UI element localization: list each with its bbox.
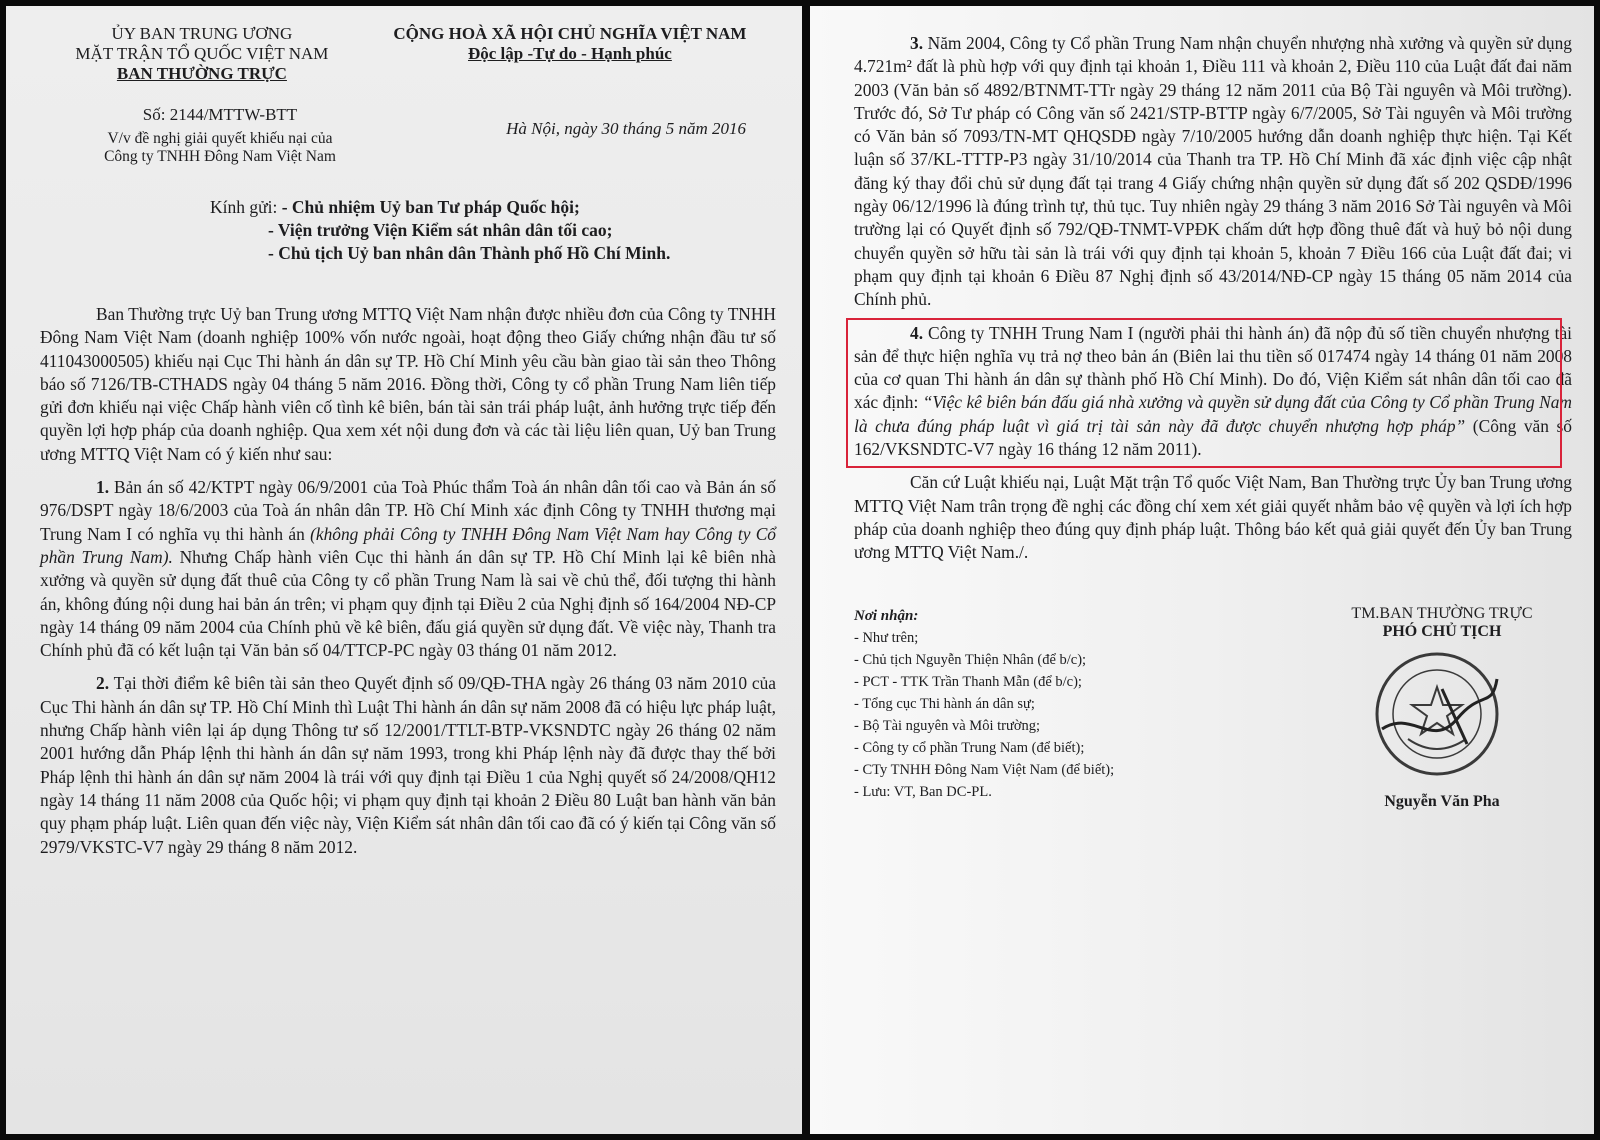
addressee-block bbox=[210, 196, 776, 265]
subject-line-2: Công ty TNHH Đông Nam Việt Nam bbox=[104, 148, 336, 165]
letter-body-continued bbox=[854, 32, 1572, 565]
issuer-line-2: MẶT TRẬN TỔ QUỐC VIỆT NAM bbox=[75, 44, 329, 63]
paragraph-1-text-a: Bản án số 42/KTPT ngày 06/9/2001 của Toà Phúc thẩm Toà án nhân dân tối cao và Bản án số 976/DSPT ngày 18/6/2003 của Toà án nhân dân TP. Hồ Chí Minh xác định Công ty TNHH thương mại Trung Nam I có nghĩa vụ thi hành án bbox=[40, 477, 776, 544]
signer-title-1: TM.BAN THƯỜNG TRỰC bbox=[1351, 604, 1533, 622]
paragraph-1 bbox=[40, 476, 776, 662]
paragraph-4-text-a: Công ty TNHH Trung Nam I (người phải thi hành án) đã nộp đủ số tiền chuyển nhượng tài sản để thực hiện nghĩa vụ trả nợ theo bản án (Biên lai thu tiền số 017474 ngày 14 tháng 01 năm 2008 của cơ quan Thi hành án dân sự thành phố Hồ Chí Minh). Do đó, Viện Kiểm sát nhân dân tối cao đã xác định: bbox=[854, 322, 1572, 413]
subject-line-1: V/v đề nghị giải quyết khiếu nại của bbox=[107, 130, 333, 147]
salutation: Kính gửi: bbox=[210, 197, 278, 217]
paragraph-1-text-b: Nhưng Chấp hành viên Cục thi hành án dân sự TP. Hồ Chí Minh lại kê biên nhà xưởng và quyền sử dụng đất thuê của Công ty cổ phần Trung Nam là sai về chủ thể, đối tượng thi hành án, không đúng nội dung hai bản án trên; vi phạm quy định tại Điều 2 của Nghị định số 164/2004 NĐ-CP ngày 14 tháng 09 năm 2004 của Chính phủ về kê biên, đấu giá quyền sử dụng đất. Về việc này, Thanh tra Chính phủ đã có kết luận tại Văn bản số 04/TTCP-PC ngày 03 tháng 01 năm 2012. bbox=[40, 546, 776, 661]
paragraph-3-number: 3. bbox=[910, 33, 924, 53]
letter-page-1 bbox=[6, 6, 802, 1134]
recipients-list bbox=[854, 605, 1214, 803]
document-meta bbox=[40, 106, 776, 166]
letter-body bbox=[40, 303, 776, 859]
paragraph-3 bbox=[854, 32, 1572, 312]
signer-block bbox=[1312, 604, 1572, 810]
paragraph-2-text: Tại thời điểm kê biên tài sản theo Quyết định số 09/QĐ-THA ngày 26 tháng 03 năm 2010 của Cục Thi hành án dân sự TP. Hồ Chí Minh thì Luật Thi hành án dân sự năm 2008 đã có hiệu lực pháp luật, nhưng Chấp hành viên lại áp dụng Thông tư số 12/2001/TTLT-BTP-VKSNDTC ngày 26 tháng 02 năm 2001 hướng dẫn Pháp lệnh thi hành án dân sự năm 1993, trong khi Pháp lệnh này đã được thay thế bởi Pháp lệnh thi hành án dân sự năm 2004 là trái với quy định tại Điều 1 của Nghị quyết số 24/2008/QH12 ngày 14 tháng 11 năm 2008 của Quốc hội; vi phạm quy định tại khoản 2 Điều 80 Luật ban hành văn bản quy phạm pháp luật. Liên quan đến việc này, Viện Kiểm sát nhân dân tối cao đã có ý kiến tại Công văn số 2979/VKSTC-V7 ngày 29 tháng 8 năm 2012. bbox=[40, 673, 776, 857]
motto: Độc lập -Tự do - Hạnh phúc bbox=[467, 44, 672, 63]
recipient-item: - Bộ Tài nguyên và Môi trường; bbox=[854, 717, 1041, 734]
paragraph-1-italic: (không phải Công ty TNHH Đông Nam Việt Nam hay Công ty Cổ phần Trung Nam). bbox=[40, 523, 776, 567]
document-number: Số: 2144/MTTW-BTT bbox=[142, 105, 298, 124]
recipient-item: - Tổng cục Thi hành án dân sự; bbox=[854, 695, 1035, 712]
letter-page-2 bbox=[810, 6, 1594, 1134]
national-motto bbox=[364, 24, 776, 84]
addressee-2: - Viện trưởng Viện Kiểm sát nhân dân tối cao; bbox=[268, 220, 613, 240]
document-date: Hà Nội, ngày 30 tháng 5 năm 2016 bbox=[506, 119, 746, 138]
paragraph-4-text-b: (Công văn số 162/VKSNDTC-V7 ngày 16 tháng 12 năm 2011). bbox=[854, 415, 1573, 460]
addressee-3: - Chủ tịch Uỷ ban nhân dân Thành phố Hồ Chí Minh. bbox=[268, 243, 671, 263]
signer-name: Nguyễn Văn Pha bbox=[1384, 792, 1500, 810]
intro-paragraph: Ban Thường trực Uỷ ban Trung ương MTTQ Việt Nam nhận được nhiều đơn của Công ty TNHH Đông Nam Việt Nam (doanh nghiệp 100% vốn nước ngoài, hoạt động theo Giấy chứng nhận đầu tư số 411043000505) khiếu nại Cục Thi hành án dân sự TP. Hồ Chí Minh yêu cầu bàn giao tài sản theo Thông báo số 7126/TB-CTHADS ngày 04 tháng 5 năm 2016. Đồng thời, Công ty cổ phần Trung Nam liên tiếp gửi đơn khiếu nại việc Chấp hành viên cố tình kê biên, bán tài sản trái pháp luật, ảnh hưởng trực tiếp đến quyền lợi hợp pháp của doanh nghiệp. Qua xem xét nội dung đơn và các tài liệu liên quan, Uỷ ban Trung ương MTTQ Việt Nam có ý kiến như sau: bbox=[40, 304, 776, 464]
official-seal-icon bbox=[1372, 649, 1502, 779]
paragraph-2 bbox=[40, 672, 776, 858]
recipient-item: - CTy TNHH Đông Nam Việt Nam (để biết); bbox=[854, 761, 1115, 778]
paragraph-1-number: 1. bbox=[96, 477, 110, 498]
recipient-item: - Lưu: VT, Ban DC-PL. bbox=[854, 783, 992, 800]
paragraph-3-text: Năm 2004, Công ty Cổ phần Trung Nam nhận chuyển nhượng nhà xưởng và quyền sử dụng 4.721m² đất là phù hợp với quy định tại khoản 1, Điều 111 và khoản 2, Điều 110 của Luật đất đai năm 2003 (Văn bản số 4892/BTNMT-TTr ngày 29 tháng 12 năm 2011 của Bộ Tài nguyên và Môi trường). Trước đó, Sở Tư pháp có Công văn số 2421/STP-BTTP ngày 6/7/2005, Sở Tài nguyên và Môi trường có Văn bản số 7093/TN-MT QHQSDĐ ngày 7/10/2005 hướng dẫn doanh nghiệp thực hiện. Tại Kết luận số 37/KL-TTTP-P3 ngày 31/10/2014 của Thanh tra TP. Hồ Chí Minh đã xác định việc cập nhật đăng ký thay đổi chủ sử dụng đất tại trang 4 Giấy chứng nhận quyền sử dụng đất số 202 QSDĐ/1996 ngày 06/12/1996 là đúng trình tự, thủ tục. Tuy nhiên ngày 29 tháng 3 năm 2016 Sở Tài nguyên và Môi trường lại có Quyết định số 792/QĐ-TNMT-VPĐK chấm dứt hợp đồng thuê đất và huỷ bỏ nội dung chuyển quyền sở hữu tài sản là trái với quy định tại khoản 5, khoản 7 Điều 166 của Luật đất đai; vi phạm quy định tại khoản 6 Điều 87 Nghị định số 43/2014/NĐ-CP ngày 15 tháng 05 năm 2014 của Chính phủ. bbox=[854, 33, 1572, 310]
paragraph-2-number: 2. bbox=[96, 673, 110, 694]
recipient-item: - Như trên; bbox=[854, 629, 919, 646]
recipient-item: - PCT - TTK Trần Thanh Mẫn (để b/c); bbox=[854, 673, 1082, 690]
recipient-item: - Công ty cổ phần Trung Nam (để biết); bbox=[854, 739, 1085, 756]
reference-block bbox=[40, 106, 400, 166]
paragraph-4-quote: “Việc kê biên bán đấu giá nhà xưởng và quyền sử dụng đất của Công ty Cổ phần Trung Nam là chưa đúng pháp luật vì giá trị tài sản này đã được chuyển nhượng hợp pháp” bbox=[854, 392, 1572, 436]
country-name: CỘNG HOÀ XÃ HỘI CHỦ NGHĨA VIỆT NAM bbox=[393, 24, 747, 43]
paragraph-4-number: 4. bbox=[910, 322, 924, 343]
recipients-title: Nơi nhận: bbox=[854, 607, 919, 624]
signer-title-2: PHÓ CHỦ TỊCH bbox=[1382, 622, 1502, 640]
signature-section bbox=[854, 604, 1572, 810]
issuer-block bbox=[40, 24, 364, 84]
closing-paragraph: Căn cứ Luật khiếu nại, Luật Mặt trận Tổ quốc Việt Nam, Ban Thường trực Ủy ban Trung ương MTTQ Việt Nam trân trọng đề nghị các đồng chí xem xét giải quyết nhằm bảo vệ quyền và lợi ích hợp pháp của doanh nghiệp theo đúng quy định pháp luật. Thông báo kết quả giải quyết đến Ủy ban Trung ương MTTQ Việt Nam./. bbox=[854, 472, 1572, 563]
paragraph-4 bbox=[854, 322, 1572, 462]
recipient-item: - Chủ tịch Nguyễn Thiện Nhân (để b/c); bbox=[854, 651, 1087, 668]
addressee-1: - Chủ nhiệm Uỷ ban Tư pháp Quốc hội; bbox=[281, 197, 580, 217]
issuer-line-1: ỦY BAN TRUNG ƯƠNG bbox=[111, 24, 293, 43]
issuer-line-3: BAN THƯỜNG TRỰC bbox=[116, 64, 287, 83]
letter-header bbox=[40, 24, 776, 84]
